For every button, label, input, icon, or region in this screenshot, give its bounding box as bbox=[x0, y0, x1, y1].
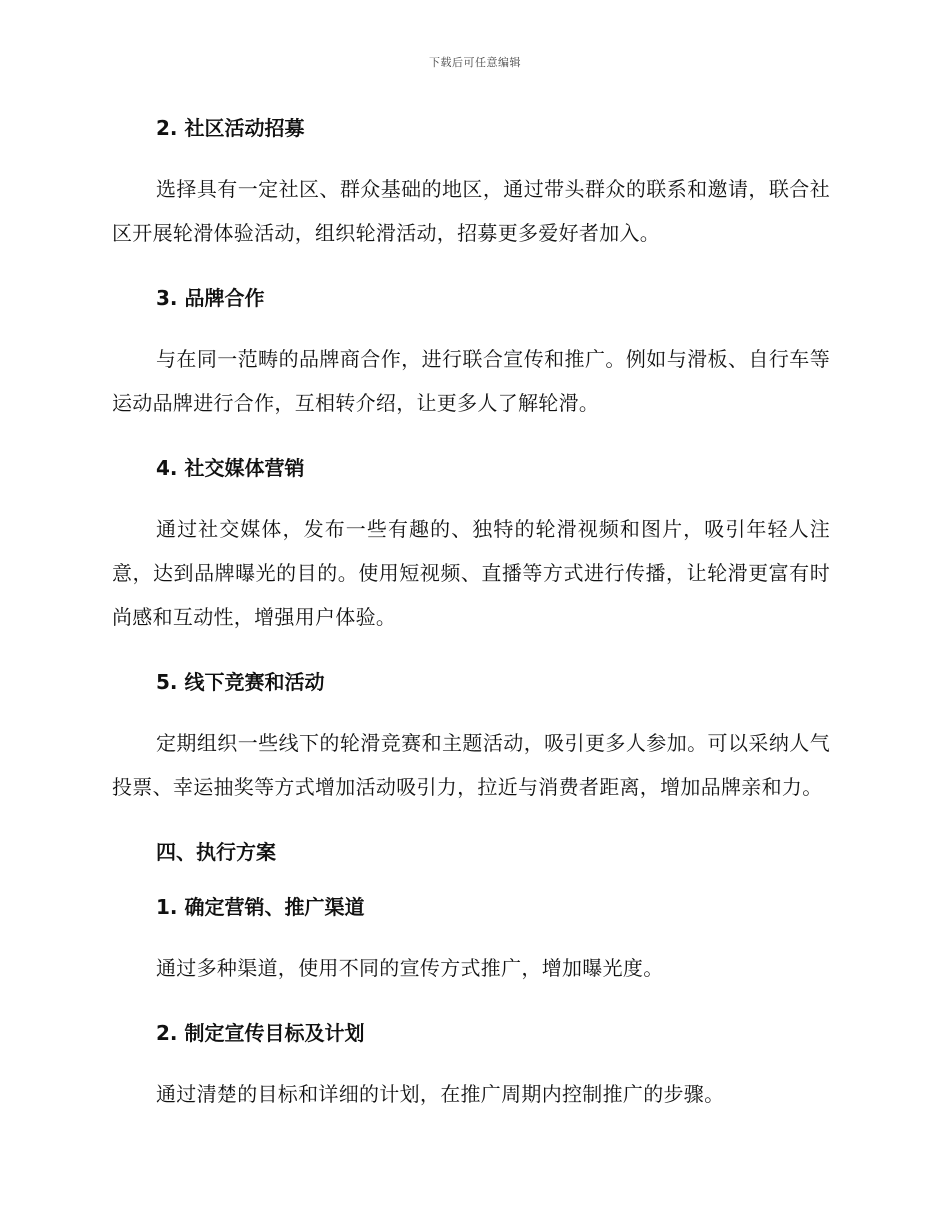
paragraph-social-media: 通过社交媒体，发布一些有趣的、独特的轮滑视频和图片，吸引年轻人注意，达到品牌曝光的目的。使用短视频、直播等方式进行传播，让轮滑更富有时尚感和互动性，增强用户体验。 bbox=[112, 517, 830, 629]
section-heading-goals-plan: 2. 制定宣传目标及计划 bbox=[156, 1021, 365, 1045]
page-header: 下载后可任意编辑 bbox=[429, 56, 521, 69]
document-body bbox=[112, 112, 830, 1116]
paragraph-offline-events: 定期组织一些线下的轮滑竞赛和主题活动，吸引更多人参加。可以采纳人气投票、幸运抽奖等方式增加活动吸引力，拉近与消费者距离，增加品牌亲和力。 bbox=[112, 731, 830, 799]
paragraph-channels: 通过多种渠道，使用不同的宣传方式推广，增加曝光度。 bbox=[156, 956, 664, 980]
paragraph-brand-cooperation: 与在同一范畴的品牌商合作，进行联合宣传和推广。例如与滑板、自行车等运动品牌进行合作，互相转介绍，让更多人了解轮滑。 bbox=[112, 347, 830, 415]
section-heading-offline-events: 5. 线下竞赛和活动 bbox=[156, 670, 325, 694]
paragraph-goals-plan: 通过清楚的目标和详细的计划，在推广周期内控制推广的步骤。 bbox=[156, 1082, 725, 1106]
section-heading-social-recruit: 2. 社区活动招募 bbox=[156, 116, 305, 140]
section-heading-channels: 1. 确定营销、推广渠道 bbox=[156, 895, 365, 919]
chapter-heading-execution: 四、执行方案 bbox=[156, 840, 276, 864]
paragraph-social-recruit: 选择具有一定社区、群众基础的地区，通过带头群众的联系和邀请，联合社区开展轮滑体验活动，组织轮滑活动，招募更多爱好者加入。 bbox=[112, 177, 830, 245]
section-heading-social-media: 4. 社交媒体营销 bbox=[156, 456, 305, 480]
section-heading-brand-cooperation: 3. 品牌合作 bbox=[156, 286, 265, 310]
